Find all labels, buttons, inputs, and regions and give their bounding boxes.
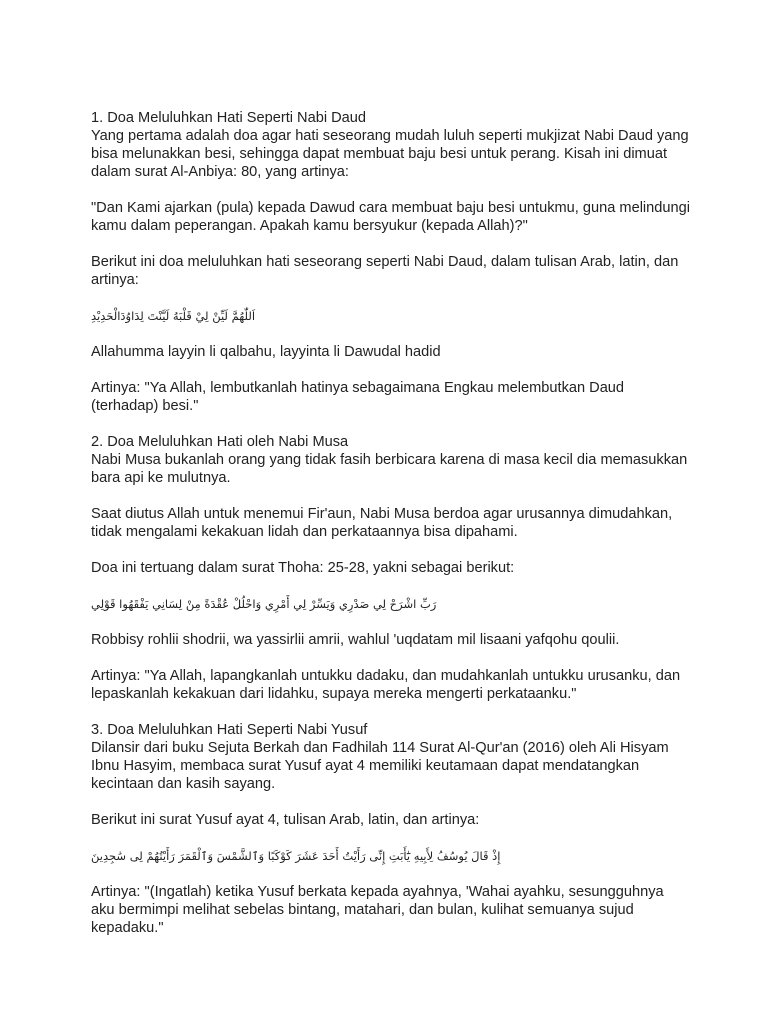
paragraph-gap (91, 649, 691, 667)
section-1-meaning: Artinya: "Ya Allah, lembutkanlah hatinya sebagaimana Engkau melembutkan Daud (terhadap) besi." (91, 380, 625, 414)
section-3-meaning: Artinya: "(Ingatlah) ketika Yusuf berkata kepada ayahnya, 'Wahai ayahku, sesungguhnya aku bermimpi melihat sebelas bintang, matahari, dan bulan, kulihat semuanya sujud kepadaku." (91, 884, 664, 936)
paragraph-gap (91, 793, 691, 811)
paragraph-gap (91, 829, 691, 847)
paragraph-gap (91, 865, 691, 883)
section-1-quote: "Dan Kami ajarkan (pula) kepada Dawud cara membuat baju besi untukmu, guna melindungi kamu dalam peperangan. Apakah kamu bersyukur (kepada Allah)?" (91, 200, 690, 234)
paragraph-gap (91, 289, 691, 307)
section-3-arabic-text: إِذْ قَالَ يُوسُفُ لِأَبِيهِ يَٰٓأَبَتِ إِنِّى رَأَيْتُ أَحَدَ عَشَرَ كَوْكَبًا وَٱلشَّمْسَ وَٱلْقَمَرَ رَأَيْتُهُمْ لِى سَٰجِدِينَ (91, 849, 501, 863)
document-body (91, 109, 691, 937)
section-1-lead: Berikut ini doa meluluhkan hati seseorang seperti Nabi Daud, dalam tulisan Arab, latin, dan artinya: (91, 254, 679, 288)
section-1-intro: Yang pertama adalah doa agar hati seseorang mudah luluh seperti mukjizat Nabi Daud yang bisa melunakkan besi, sehingga dapat membuat baju besi untuk perang. Kisah ini dimuat dalam surat Al-Anbiya: 80, yang artinya: (91, 128, 689, 180)
paragraph-gap (91, 541, 691, 559)
section-2-heading: 2. Doa Meluluhkan Hati oleh Nabi Musa (91, 434, 349, 450)
section-3-heading: 3. Doa Meluluhkan Hati Seperti Nabi Yusuf (91, 722, 368, 738)
section-2-lead: Doa ini tertuang dalam surat Thoha: 25-28, yakni sebagai berikut: (91, 560, 515, 576)
section-1-arabic-text: اَللّٰهُمَّ لَيِّنْ لِيْ قَلْبَهُ لَيَّنْتَ لِدَاوُدَالْحَدِيْدِ (91, 309, 256, 323)
section-2-paragraph: Saat diutus Allah untuk menemui Fir'aun, Nabi Musa berdoa agar urusannya dimudahkan, tidak mengalami kekakuan lidah dan perkataannya bisa dipahami. (91, 506, 673, 540)
paragraph-gap (91, 577, 691, 595)
section-1-latin-text: Allahumma layyin li qalbahu, layyinta li Dawudal hadid (91, 344, 441, 360)
section-1-heading: 1. Doa Meluluhkan Hati Seperti Nabi Daud (91, 110, 367, 126)
section-3-lead: Berikut ini surat Yusuf ayat 4, tulisan Arab, latin, dan artinya: (91, 812, 480, 828)
section-2-latin-text: Robbisy rohlii shodrii, wa yassirlii amrii, wahlul 'uqdatam mil lisaani yafqohu qoulii. (91, 632, 620, 648)
section-2-meaning: Artinya: "Ya Allah, lapangkanlah untukku dadaku, dan mudahkanlah untukku urusanku, dan lepaskanlah kekakuan dari lidahku, supaya mereka mengerti perkataanku." (91, 668, 681, 702)
paragraph-gap (91, 361, 691, 379)
paragraph-gap (91, 415, 691, 433)
section-2-intro: Nabi Musa bukanlah orang yang tidak fasih berbicara karena di masa kecil dia memasukkan bara api ke mulutnya. (91, 452, 688, 486)
paragraph-gap (91, 181, 691, 199)
paragraph-gap (91, 487, 691, 505)
paragraph-gap (91, 613, 691, 631)
paragraph-gap (91, 703, 691, 721)
paragraph-gap (91, 235, 691, 253)
section-2-arabic-text: رَبِّ اشْرَحْ لِي صَدْرِي وَيَسِّرْ لِي أَمْرِي وَاحْلُلْ عُقْدَةً مِنْ لِسَانِي يَفْقَهُوا قَوْلِي (91, 597, 437, 611)
section-3-intro: Dilansir dari buku Sejuta Berkah dan Fadhilah 114 Surat Al-Qur'an (2016) oleh Ali Hisyam Ibnu Hasyim, membaca surat Yusuf ayat 4 memiliki keutamaan dapat mendatangkan kecintaan dan kasih sayang. (91, 740, 669, 792)
paragraph-gap (91, 325, 691, 343)
